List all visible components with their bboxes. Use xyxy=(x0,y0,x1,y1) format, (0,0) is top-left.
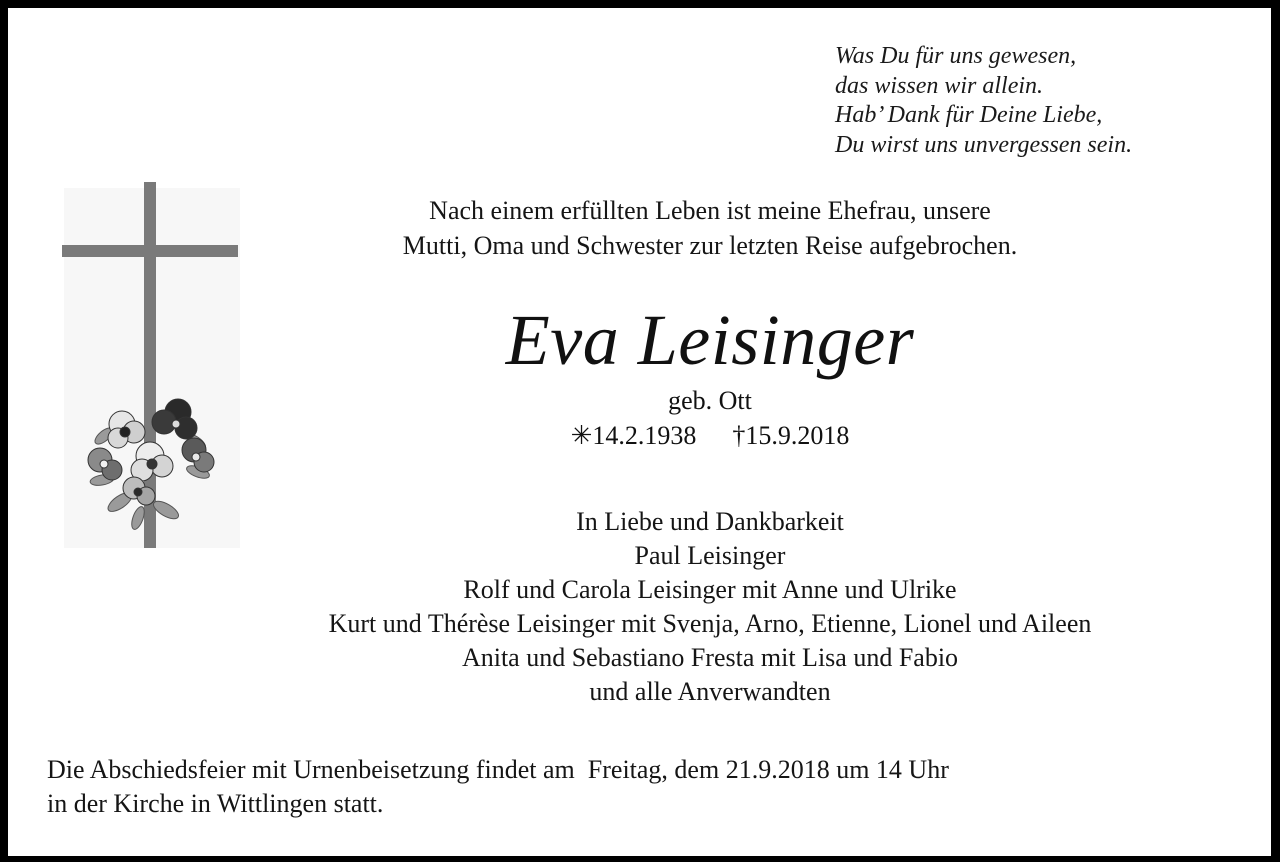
cross-with-flowers-icon xyxy=(58,180,248,552)
poem-line: Hab’ Dank für Deine Liebe, xyxy=(835,102,1103,128)
deceased-name: Eva Leisinger xyxy=(505,300,915,380)
mourners-line: Kurt und Thérèse Leisinger mit Svenja, Arno, Etienne, Lionel und Aileen xyxy=(328,609,1092,638)
mourners-line: Paul Leisinger xyxy=(634,541,786,570)
mourners-list xyxy=(160,505,1260,709)
birth-date: ✳14.2.1938 xyxy=(570,421,697,450)
mourners-line: Anita und Sebastiano Fresta mit Lisa und Fabio xyxy=(461,643,959,672)
intro-text xyxy=(260,193,1160,263)
memorial-poem xyxy=(835,42,1255,160)
death-date: †15.9.2018 xyxy=(732,421,850,450)
intro-line: Mutti, Oma und Schwester zur letzten Reise aufgebrochen. xyxy=(402,231,1018,260)
mourners-line: Rolf und Carola Leisinger mit Anne und Ulrike xyxy=(463,575,957,604)
poem-line: Du wirst uns unvergessen sein. xyxy=(835,131,1133,158)
life-dates xyxy=(460,418,960,454)
ceremony-line: in der Kirche in Wittlingen statt. xyxy=(47,789,384,818)
ceremony-info xyxy=(47,753,1257,821)
poem-line: das wissen wir allein. xyxy=(835,72,1044,99)
ceremony-line: Die Abschiedsfeier mit Urnenbeisetzung findet am Freitag, dem 21.9.2018 um 14 Uhr xyxy=(47,755,949,784)
maiden-name: geb. Ott xyxy=(668,386,752,415)
mourners-line: In Liebe und Dankbarkeit xyxy=(576,507,844,536)
poem-line: Was Du für uns gewesen, xyxy=(835,43,1077,69)
mourners-line: und alle Anverwandten xyxy=(589,677,831,706)
intro-line: Nach einem erfüllten Leben ist meine Ehefrau, unsere xyxy=(429,196,991,225)
